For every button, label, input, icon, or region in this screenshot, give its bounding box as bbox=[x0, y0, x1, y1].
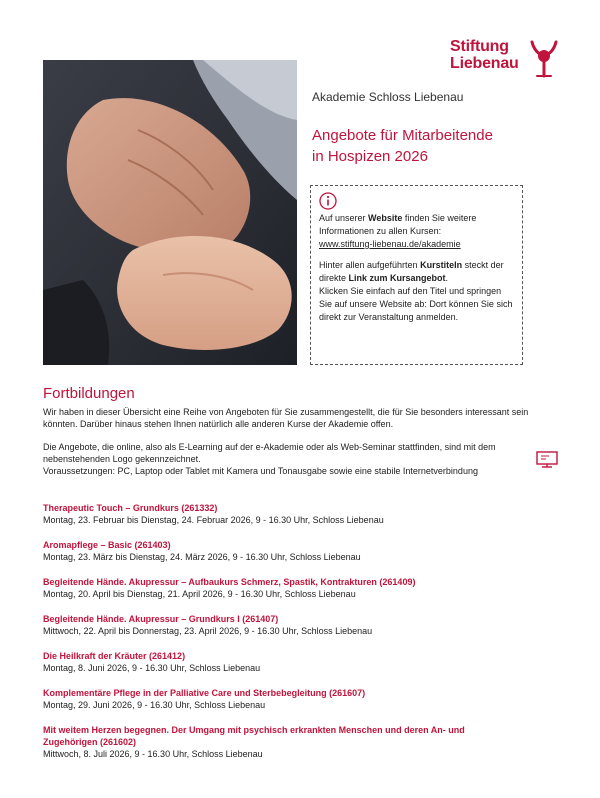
title-line-1: Angebote für Mitarbeitende bbox=[312, 127, 493, 144]
stiftung-liebenau-logo bbox=[450, 38, 562, 88]
info-icon bbox=[319, 192, 337, 210]
logo-line2: Liebenau bbox=[450, 55, 519, 72]
info-box bbox=[310, 185, 523, 365]
course-title-link[interactable]: Begleitende Hände. Akupressur – Grundkurs I (261407) bbox=[43, 614, 279, 624]
course-date: Montag, 29. Juni 2026, 9 - 16.30 Uhr, Schloss Liebenau bbox=[43, 700, 266, 710]
monitor-icon bbox=[536, 451, 558, 469]
title-line-2: in Hospizen 2026 bbox=[312, 148, 428, 165]
info-text: Hinter allen aufgeführten bbox=[319, 260, 421, 270]
course-title-link[interactable]: Komplementäre Pflege in der Palliative Care und Sterbebegleitung (261607) bbox=[43, 688, 366, 698]
course-date: Montag, 20. April bis Dienstag, 21. April 2026, 9 - 16.30 Uhr, Schloss Liebenau bbox=[43, 589, 356, 599]
list-item bbox=[43, 650, 563, 674]
course-date: Montag, 8. Juni 2026, 9 - 16.30 Uhr, Schloss Liebenau bbox=[43, 663, 261, 673]
info-bold-kurstiteln: Kurstiteln bbox=[420, 260, 463, 270]
course-list bbox=[43, 502, 563, 773]
list-item bbox=[43, 724, 563, 760]
course-title-link[interactable]: Begleitende Hände. Akupressur – Aufbaukurs Schmerz, Spastik, Kontrakturen (261409) bbox=[43, 577, 416, 587]
list-item bbox=[43, 613, 563, 637]
course-date: Mittwoch, 8. Juli 2026, 9 - 16.30 Uhr, Schloss Liebenau bbox=[43, 749, 263, 759]
list-item bbox=[43, 687, 563, 711]
info-text: finden Sie weitere Informationen zu allen Kursen: bbox=[319, 213, 477, 236]
list-item bbox=[43, 539, 563, 563]
info-text: Auf unserer bbox=[319, 213, 369, 223]
course-date: Montag, 23. Februar bis Dienstag, 24. Februar 2026, 9 - 16.30 Uhr, Schloss Liebenau bbox=[43, 515, 384, 525]
page-title bbox=[312, 125, 552, 167]
hands-photo bbox=[43, 60, 297, 365]
course-title-link[interactable]: Therapeutic Touch – Grundkurs (261332) bbox=[43, 503, 218, 513]
intro-paragraph-1: Wir haben in dieser Übersicht eine Reihe von Angeboten für Sie zusammengestellt, die für Sie besonders interessant sein könnten. Darüber hinaus stehen Ihnen natürlich alle anderen Kurse der Akademie offen. bbox=[43, 407, 529, 429]
info-website-paragraph bbox=[319, 212, 516, 251]
intro-paragraph-3: Voraussetzungen: PC, Laptop oder Tablet mit Kamera und Tonausgabe sowie eine stabile Internetverbindung bbox=[43, 466, 478, 476]
info-bold-link: Link zum Kursangebot bbox=[348, 273, 446, 283]
info-text: Klicken Sie einfach auf den Titel und springen Sie auf unsere Website ab: Dort können Sie sich direkt zur Veranstaltung anmelden. bbox=[319, 286, 513, 322]
section-title: Fortbildungen bbox=[43, 385, 135, 402]
info-text: . bbox=[445, 273, 449, 283]
logo-wordmark bbox=[450, 38, 519, 72]
list-item bbox=[43, 502, 563, 526]
info-text: steckt der direkte bbox=[319, 260, 504, 283]
info-link-paragraph bbox=[319, 259, 516, 324]
info-bold-website: Website bbox=[368, 213, 403, 223]
course-title-link[interactable]: Mit weitem Herzen begegnen. Der Umgang mit psychisch erkrankten Menschen und deren An- und Zugehörigen (261602) bbox=[43, 725, 465, 747]
intro-text bbox=[43, 406, 548, 477]
academy-name: Akademie Schloss Liebenau bbox=[312, 90, 464, 104]
list-item bbox=[43, 576, 563, 600]
course-title-link[interactable]: Aromapflege – Basic (261403) bbox=[43, 540, 171, 550]
academy-link[interactable]: www.stiftung-liebenau.de/akademie bbox=[319, 239, 461, 249]
logo-figure-icon bbox=[528, 40, 560, 78]
intro-paragraph-2: Die Angebote, die online, also als E-Learning auf der e-Akademie oder als Web-Seminar stattfinden, sind mit dem nebenstehenden Logo gekennzeichnet. bbox=[43, 442, 496, 464]
course-date: Mittwoch, 22. April bis Donnerstag, 23. April 2026, 9 - 16.30 Uhr, Schloss Liebenau bbox=[43, 626, 373, 636]
course-title-link[interactable]: Die Heilkraft der Kräuter (261412) bbox=[43, 651, 186, 661]
logo-line1: Stiftung bbox=[450, 38, 509, 55]
course-date: Montag, 23. März bis Dienstag, 24. März 2026, 9 - 16.30 Uhr, Schloss Liebenau bbox=[43, 552, 361, 562]
